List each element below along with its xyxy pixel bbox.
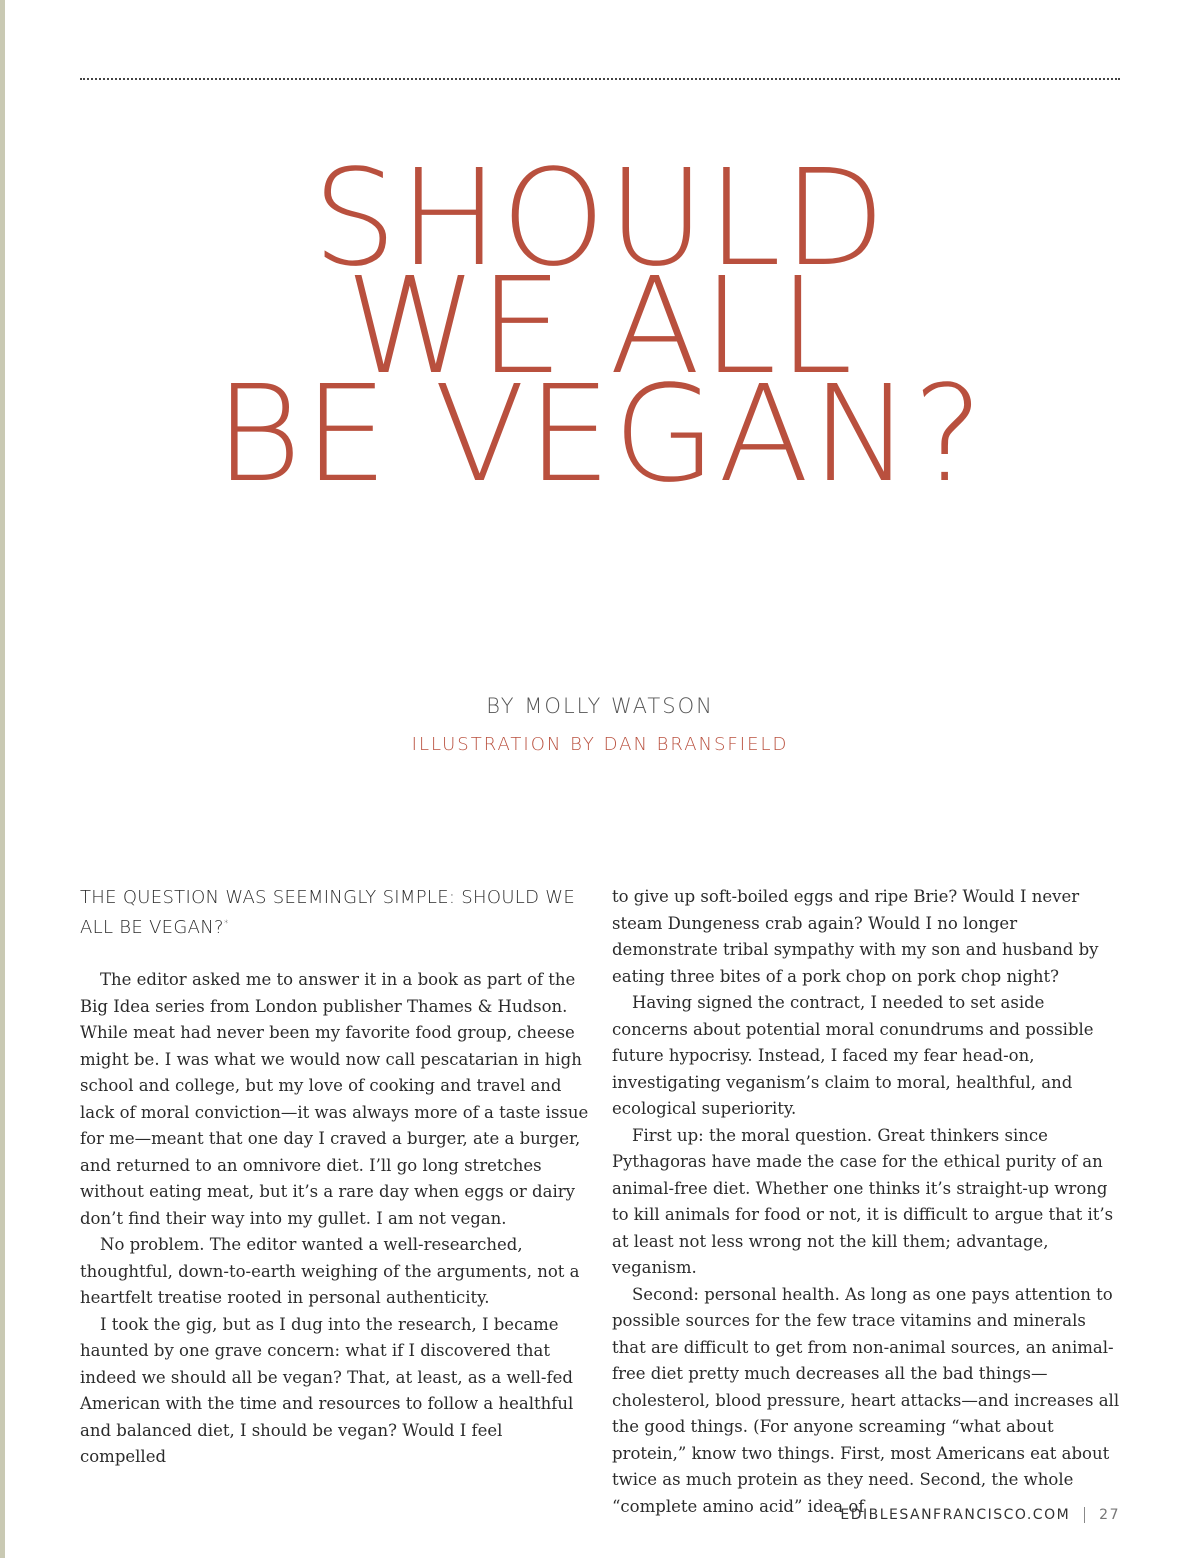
- lede-footnote-mark: *: [223, 919, 229, 929]
- dotted-divider: [80, 78, 1120, 80]
- body-paragraph: No problem. The editor wanted a well-researched, thoughtful, down-to-earth weighing of the arguments, not a heartfelt treatise rooted in personal authenticity.: [80, 1235, 580, 1307]
- title-line-1: SHOULD: [312, 142, 888, 296]
- page-number: 27: [1099, 1507, 1120, 1523]
- left-column: [80, 884, 592, 1471]
- body-paragraph: to give up soft-boiled eggs and ripe Brie? Would I never steam Dungeness crab again? Would I no longer demonstrate tribal sympathy with my son and husband by eating three bites of a pork chop on pork chop night?: [612, 887, 1099, 986]
- body-paragraph: First up: the moral question. Great thinkers since Pythagoras have made the case for the ethical purity of an animal-free diet. Whether one thinks it’s straight-up wrong to kill animals for food or not, it is difficult to argue that it’s at least not less wrong not the kill them; advantage, veganism.: [612, 1125, 1114, 1277]
- article-title: [0, 142, 1200, 512]
- body-paragraph: The editor asked me to answer it in a book as part of the Big Idea series from London publisher Thames & Hudson. While meat had never been my favorite food group, cheese might be. I was what we would now call pescatarian in high school and college, but my love of cooking and travel and lack of moral conviction—it was always more of a taste issue for me—meant that one day I craved a burger, ate a burger, and returned to an omnivore diet. I’ll go long stretches without eating meat, but it’s a rare day when eggs or dairy don’t find their way into my gullet. I am not vegan.: [80, 970, 589, 1228]
- body-paragraph: Second: personal health. As long as one pays attention to possible sources for the few trace vitamins and minerals that are difficult to get from non-animal sources, an animal-free diet pretty much decreases all the bad things—cholesterol, blood pressure, heart attacks—and increases all the good things. (For anyone screaming “what about protein,” know two things. First, most Americans eat about twice as much protein as they need. Second, the whole “complete amino acid” idea of: [612, 1284, 1120, 1516]
- lede-text: THE QUESTION WAS SEEMINGLY SIMPLE: SHOULD WE ALL BE VEGAN?: [80, 887, 576, 938]
- title-line-2: WE ALL: [345, 250, 855, 404]
- illustration-credit: ILLUSTRATION BY DAN BRANSFIELD: [411, 734, 789, 755]
- lede: [80, 884, 592, 941]
- right-column: [612, 884, 1124, 1520]
- author-byline: BY MOLLY WATSON: [486, 694, 714, 718]
- body-paragraph: I took the gig, but as I dug into the research, I became haunted by one grave concern: what if I discovered that indeed we should all be vegan? That, at least, as a well-fed American with the time and resources to follow a healthful and balanced diet, I should be vegan? Would I feel compelled: [80, 1314, 574, 1466]
- footer-separator: [1084, 1507, 1085, 1523]
- title-line-3: BE VEGAN?: [214, 358, 986, 512]
- body-paragraph: Having signed the contract, I needed to set aside concerns about potential moral conundrums and possible future hypocrisy. Instead, I faced my fear head-on, investigating veganism’s claim to moral, healthful, and ecological superiority.: [612, 993, 1094, 1118]
- page-footer: [840, 1507, 1120, 1523]
- footer-site-url: EDIBLESANFRANCISCO.COM: [840, 1507, 1071, 1523]
